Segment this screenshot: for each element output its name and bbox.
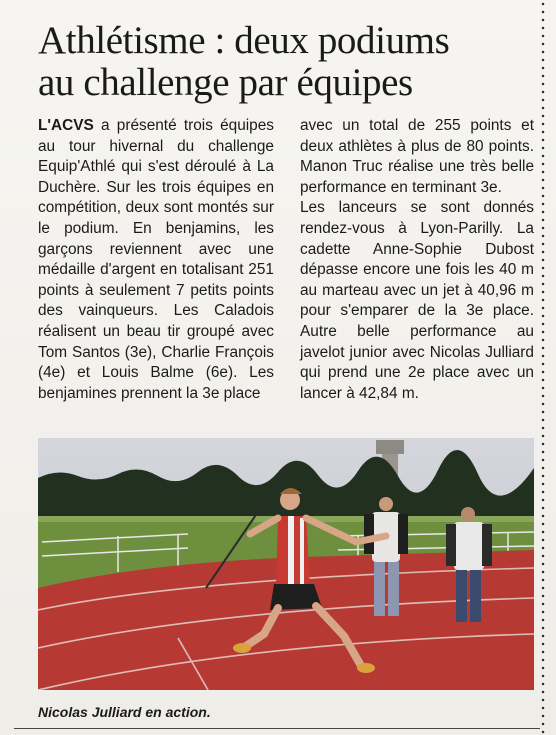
column-right-paragraph-2: Les lanceurs se sont donnés rendez-vous à Lyon-Parilly. La cadette Anne-Sophie Dubost dépasse encore une fois les 40 m au marteau avec un jet à 40,96 m pour s'emparer de la 3e place. Autre belle performance au javelot junior avec Nicolas Julliard qui prend une 2e place avec un lancer à 42,84 m.	[300, 199, 534, 402]
dotted-border	[541, 0, 545, 735]
article-headline	[38, 20, 528, 104]
article-lead: L'ACVS	[38, 117, 94, 134]
javelin-throw-photo	[38, 438, 534, 690]
article-column-right	[300, 116, 534, 404]
column-right-paragraph-1: avec un total de 255 points et deux athlètes à plus de 80 points. Manon Truc réalise une très belle performance en terminant 3e.	[300, 117, 534, 196]
photo-caption: Nicolas Julliard en action.	[38, 704, 211, 720]
headline-line-1: Athlétisme : deux podiums	[38, 19, 450, 62]
column-left-paragraph	[38, 116, 274, 404]
article-photo	[38, 438, 534, 690]
article-column-left	[38, 116, 274, 404]
headline-line-2: au challenge par équipes	[38, 61, 413, 104]
bottom-rule	[14, 728, 540, 729]
column-left-text: a présenté trois équipes au tour hivernal du challenge Equip'Athlé qui s'est déroulé à La Duchère. Sur les trois équipes en compétition, deux sont montés sur le podium. En benjamins, les garçons reviennent avec une médaille d'argent en totalisant 251 points à seulement 7 petits points des vainqueurs. Les Caladois réalisent un beau tir groupé avec Tom Santos (3e), Charlie François (4e) et Louis Balme (6e). Les benjamines prennent la 3e place	[38, 117, 274, 402]
